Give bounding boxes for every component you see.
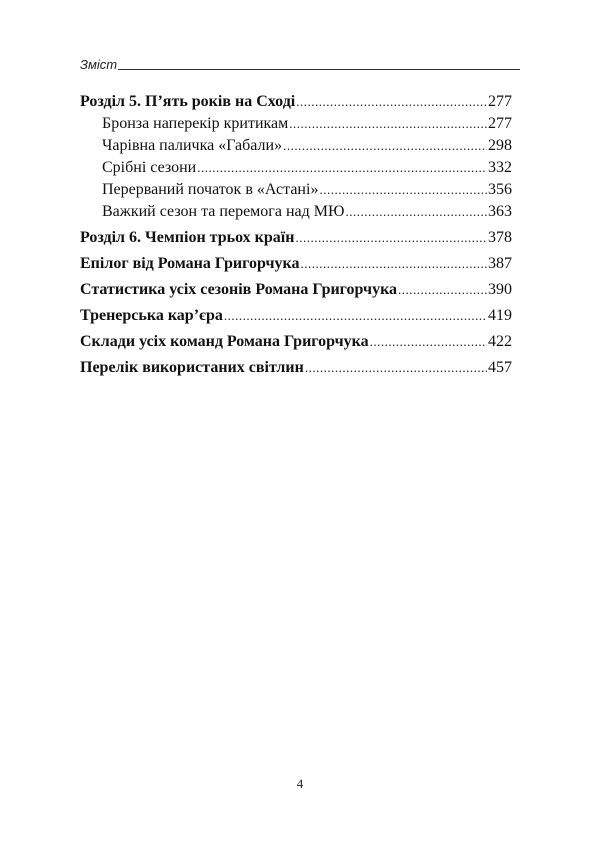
page-number: 4 bbox=[296, 776, 304, 791]
toc-entry[interactable] bbox=[80, 331, 512, 353]
dot-leader bbox=[345, 201, 487, 223]
table-of-contents bbox=[80, 91, 512, 379]
dot-leader bbox=[289, 113, 487, 135]
dot-leader bbox=[370, 331, 487, 353]
dot-leader bbox=[398, 279, 487, 301]
toc-entry-title: Склади усіх команд Романа Григорчука bbox=[80, 333, 369, 350]
toc-page-number: 457 bbox=[488, 359, 512, 376]
toc-entry-title: Перелік використаних світлин bbox=[80, 359, 304, 376]
toc-entry[interactable] bbox=[80, 305, 512, 327]
toc-entry-title: Важкий сезон та перемога над МЮ bbox=[102, 203, 345, 220]
toc-entry-title: Розділ 6. Чемпіон трьох країн bbox=[80, 229, 295, 246]
dot-leader bbox=[283, 135, 487, 157]
toc-entry-title: Срібні сезони bbox=[102, 159, 197, 176]
toc-entry-title: Тренерська кар’єра bbox=[80, 307, 223, 324]
toc-page-number: 387 bbox=[488, 255, 512, 272]
toc-entry[interactable] bbox=[80, 113, 512, 135]
toc-entry-title: Перерваний початок в «Астані» bbox=[102, 181, 319, 198]
dot-leader bbox=[296, 91, 487, 113]
dot-leader bbox=[301, 253, 488, 275]
dot-leader bbox=[319, 179, 487, 201]
toc-entry[interactable] bbox=[80, 279, 512, 301]
toc-page-number: 277 bbox=[488, 115, 512, 132]
toc-page-number: 363 bbox=[488, 203, 512, 220]
toc-page-number: 419 bbox=[488, 307, 512, 324]
toc-page-number: 356 bbox=[488, 181, 512, 198]
toc-page-number: 277 bbox=[488, 93, 512, 110]
running-head bbox=[80, 55, 520, 79]
toc-entry[interactable] bbox=[80, 227, 512, 249]
toc-entry[interactable] bbox=[80, 253, 512, 275]
toc-page-number: 422 bbox=[488, 333, 512, 350]
dot-leader bbox=[305, 357, 487, 379]
dot-leader bbox=[224, 305, 487, 327]
toc-entry-title: Епілог від Романа Григорчука bbox=[80, 255, 300, 272]
dot-leader bbox=[295, 227, 487, 249]
toc-page-number: 332 bbox=[488, 159, 512, 176]
toc-entry[interactable] bbox=[80, 157, 512, 179]
running-head-title: Зміст bbox=[80, 57, 118, 72]
toc-page-number: 298 bbox=[488, 137, 512, 154]
toc-page-number: 390 bbox=[488, 281, 512, 298]
toc-entry-title: Статистика усіх сезонів Романа Григорчука bbox=[80, 281, 398, 298]
toc-entry[interactable] bbox=[80, 179, 512, 201]
toc-entry-title: Чарівна паличка «Габали» bbox=[102, 137, 283, 154]
toc-entry[interactable] bbox=[80, 201, 512, 223]
dot-leader bbox=[197, 157, 487, 179]
toc-entry[interactable] bbox=[80, 357, 512, 379]
toc-entry-title: Бронза наперекір критикам bbox=[102, 115, 289, 132]
toc-entry-title: Розділ 5. П’ять років на Сході bbox=[80, 93, 296, 110]
toc-entry[interactable] bbox=[80, 91, 512, 113]
toc-entry[interactable] bbox=[80, 135, 512, 157]
running-head-rule bbox=[118, 69, 520, 70]
toc-page-number: 378 bbox=[488, 229, 512, 246]
